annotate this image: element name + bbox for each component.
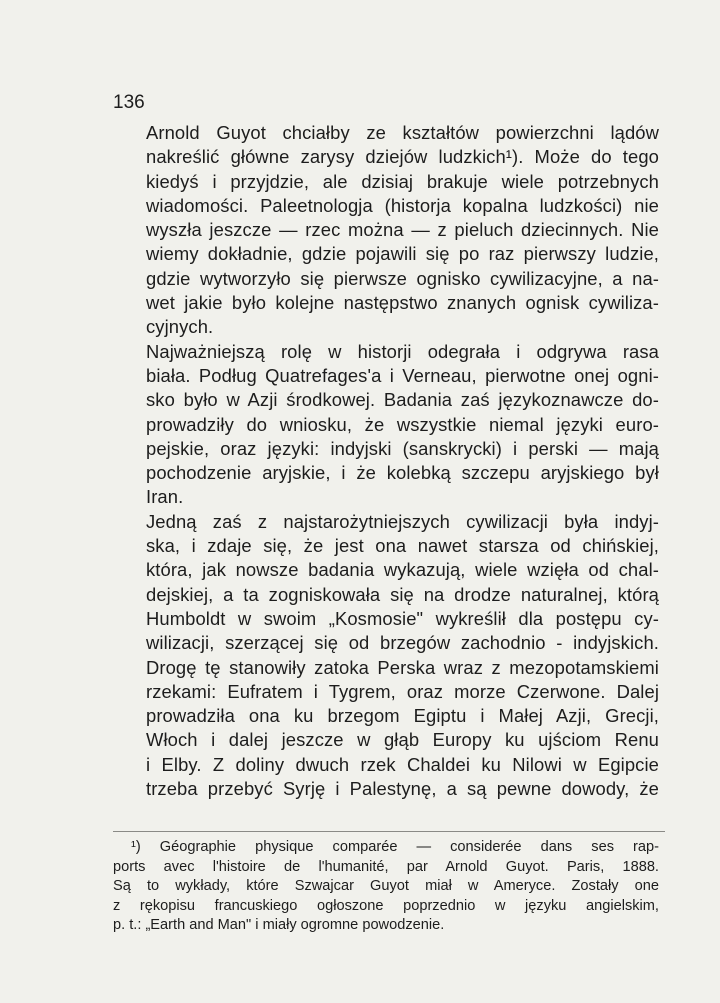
body-text	[113, 121, 659, 801]
text-line: prowadziły do wniosku, że wszystkie niemal języki euro-	[146, 413, 659, 435]
text-line: wet jakie było kolejne następstwo znanych ognisk cywiliza-	[146, 292, 659, 314]
text-line: ska, i zdaje się, że jest ona nawet starsza od chińskiej,	[146, 535, 659, 557]
text-line: pejskie, oraz języki: indyjski (sanskrycki) i perski — mają	[146, 437, 659, 459]
text-line: wilizacji, szerzącej się od brzegów zachodnio - indyjskich.	[146, 632, 659, 654]
text-line: biała. Podług Quatrefages'a i Verneau, pierwotne onej ogni-	[146, 364, 659, 386]
footnote-line: ports avec l'histoire de l'humanité, par Arnold Guyot. Paris, 1888.	[113, 858, 659, 875]
footnote-line: ¹) Géographie physique comparée — considerée dans ses rap-	[131, 839, 659, 855]
text-line: Drogę tę stanowiły zatoka Perska wraz z mezopotamskiemi	[146, 656, 659, 678]
footnote-divider	[113, 831, 665, 832]
text-line: nakreślić główne zarysy dziejów ludzkich¹). Może do tego	[146, 146, 659, 168]
text-line: Iran.	[146, 486, 184, 508]
text-line: sko było w Azji środkowej. Badania zaś językoznawcze do-	[146, 389, 659, 411]
paragraph-2	[113, 340, 659, 510]
text-line: która, jak nowsze badania wykazują, wiele wzięła od chal-	[146, 559, 659, 581]
footnote	[113, 838, 659, 936]
paragraph-1	[113, 121, 659, 340]
text-line: kiedyś i przyjdzie, ale dzisiaj brakuje wiele potrzebnych	[146, 170, 659, 192]
footnote-line: Są to wykłady, które Szwajcar Guyot miał w Ameryce. Zostały one	[113, 878, 659, 895]
text-line: cyjnych.	[146, 316, 214, 338]
text-line: wiemy dokładnie, gdzie pojawili się po raz pierwszy ludzie,	[146, 243, 659, 265]
text-line: wiadomości. Paleetnologja (historja kopalna ludzkości) nie	[146, 194, 659, 216]
text-line: trzeba przebyć Syrję i Palestynę, a są pewne dowody, że	[146, 778, 659, 800]
text-line: Jedną zaś z najstarożytniejszych cywilizacji była indyj-	[146, 510, 659, 532]
text-line: gdzie wytworzyło się pierwsze ognisko cywilizacyjne, a na-	[146, 267, 659, 289]
text-line: pochodzenie aryjskie, i że kolebką szczepu aryjskiego był	[146, 462, 659, 484]
footnote-line: z rękopisu francuskiego ogłoszone poprzednio w języku angielskim,	[113, 897, 659, 914]
text-line: Humboldt w swoim „Kosmosie" wykreślił dla postępu cy-	[146, 607, 659, 629]
text-line: wyszła jeszcze — rzec można — z pieluch dziecinnych. Nie	[146, 219, 659, 241]
paragraph-3	[113, 510, 659, 802]
text-line: dejskiej, a ta zogniskowała się na drodze naturalnej, którą	[146, 583, 659, 605]
text-line: i Elby. Z doliny dwuch rzek Chaldei ku Nilowi w Egipcie	[146, 753, 659, 775]
text-line: prowadziła ona ku brzegom Egiptu i Małej Azji, Grecji,	[146, 705, 659, 727]
text-line: Najważniejszą rolę w historji odegrała i odgrywa rasa	[146, 340, 659, 362]
text-line: Włoch i dalej jeszcze w głąb Europy ku ujściom Renu	[146, 729, 659, 751]
text-line: rzekami: Eufratem i Tygrem, oraz morze Czerwone. Dalej	[146, 680, 659, 702]
page-number: 136	[113, 92, 145, 113]
footnote-line: p. t.: „Earth and Man" i miały ogromne powodzenie.	[113, 917, 445, 934]
text-line: Arnold Guyot chciałby ze kształtów powierzchni lądów	[146, 122, 659, 143]
